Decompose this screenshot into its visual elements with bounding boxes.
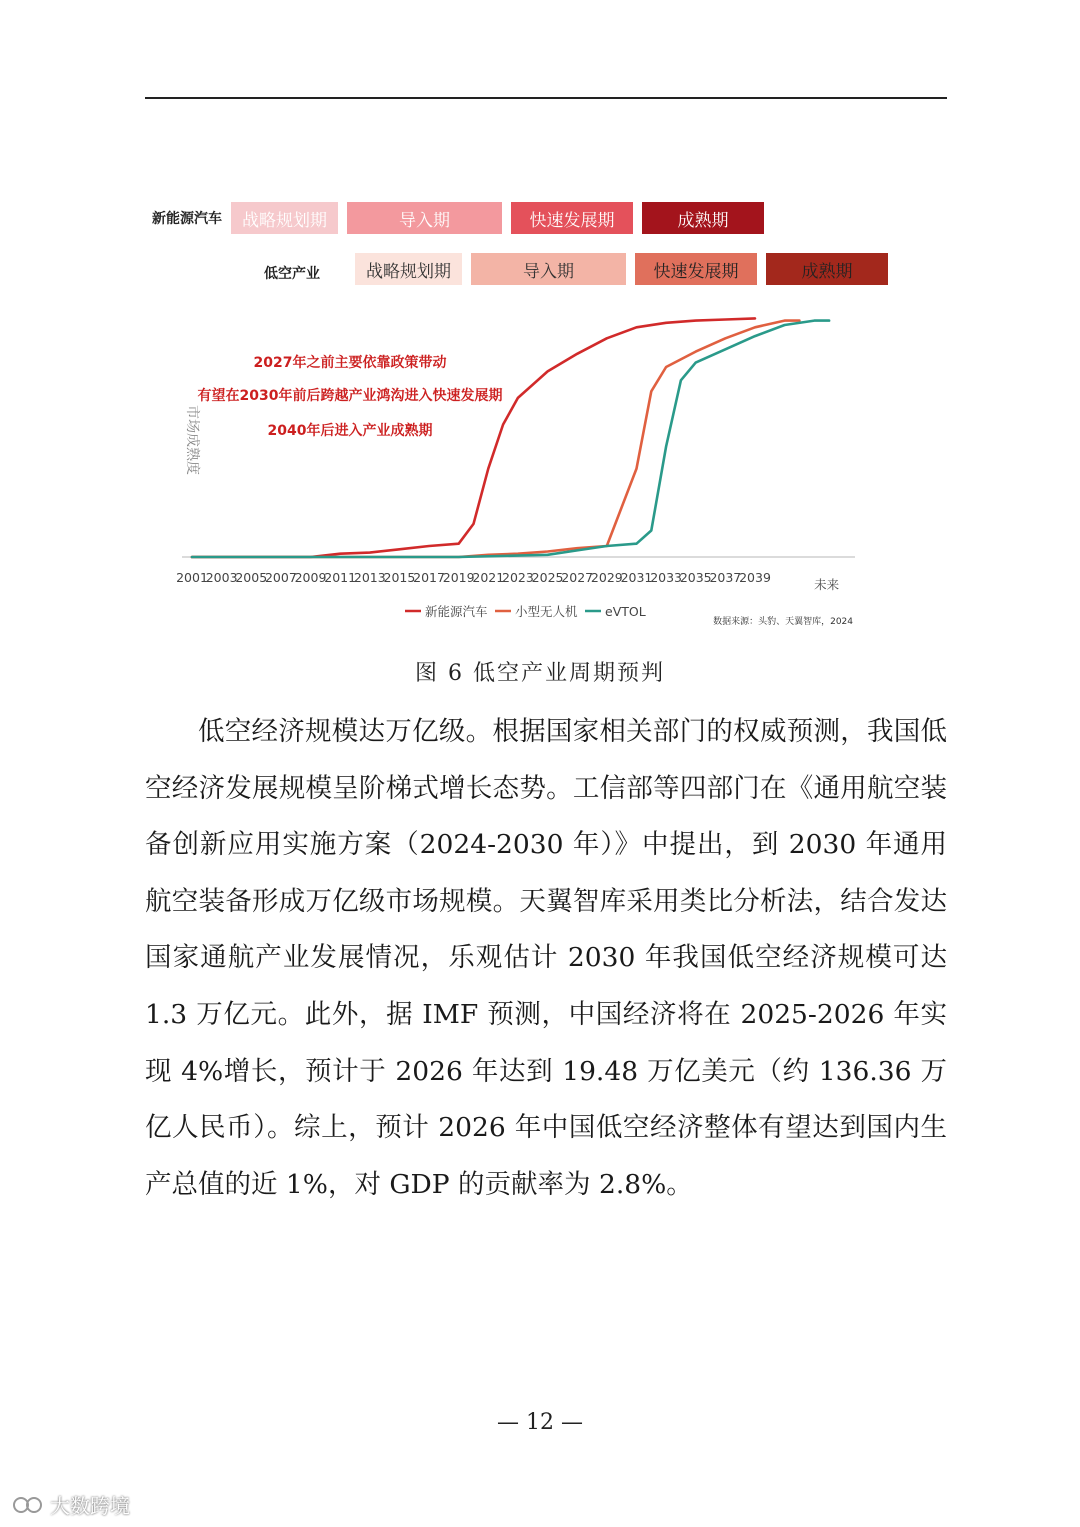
x-tick-label: 2005 xyxy=(235,570,268,585)
annotation-2: 有望在2030年前后跨越产业鸿沟进入快速发展期 xyxy=(197,388,503,404)
phase-nev-strategy: 战略规划期 xyxy=(231,202,338,234)
x-tick-label: 2033 xyxy=(650,570,683,585)
x-tick-label: 2017 xyxy=(413,570,445,585)
x-tick-label: 2025 xyxy=(531,570,564,585)
phase-lowalt-mature: 成熟期 xyxy=(766,253,888,285)
x-tick-label: 2011 xyxy=(324,570,357,585)
x-tick-label: 2031 xyxy=(620,570,653,585)
x-tick-label: 2019 xyxy=(442,570,475,585)
maturity-chart xyxy=(170,300,870,640)
legend-label: 新能源汽车 xyxy=(425,604,488,619)
x-tick-label: 2027 xyxy=(561,570,594,585)
watermark xyxy=(12,1490,130,1519)
phase-nev-intro: 导入期 xyxy=(347,202,502,234)
x-tick-label: 2007 xyxy=(264,570,297,585)
phase-lowalt-growth: 快速发展期 xyxy=(635,253,757,285)
x-tick-label: 2015 xyxy=(383,570,416,585)
watermark-text: 大数跨境 xyxy=(50,1494,130,1518)
x-tick-label: 2001 xyxy=(176,570,208,585)
x-tick-label: 2037 xyxy=(709,570,742,585)
annotation-1: 2027年之前主要依靠政策带动 xyxy=(253,355,447,371)
body-paragraph: 低空经济规模达万亿级。根据国家相关部门的权威预测，我国低空经济发展规模呈阶梯式增长态势。工信部等四部门在《通用航空装备创新应用实施方案（2024-2030 年）》中提出，到 2030 年通用航空装备形成万亿级市场规模。天翼智库采用类比分析法，结合发达国家通航产业发展情况，乐观估计 2030 年我国低空经济规模可达 1.3 万亿元。此外，据 IMF 预测，中国经济将在 2025-2026 年实现 4%增长，预计于 2026 年达到 19.48 万亿美元（约 136.36 万亿人民币）。综上，预计 2026 年中国低空经济整体有望达到国内生产总值的近 1%，对 GDP 的贡献率为 2.8%。 xyxy=(145,716,947,1200)
x-tick-label: 未来 xyxy=(814,577,840,592)
watermark-logo-icon xyxy=(12,1494,44,1516)
y-axis-label: 市场成熟度 xyxy=(184,405,200,475)
phase-nev-growth: 快速发展期 xyxy=(511,202,633,234)
legend-label: 小型无人机 xyxy=(515,604,578,619)
page-number: — 12 — xyxy=(497,1410,583,1435)
legend-label: eVTOL xyxy=(605,604,646,619)
x-tick-label: 2039 xyxy=(739,570,771,585)
x-tick-label: 2003 xyxy=(205,570,238,585)
chart-source: 数据来源：头豹、天翼智库，2024 xyxy=(713,617,853,627)
phase-lowalt-intro: 导入期 xyxy=(471,253,626,285)
x-tick-label: 2013 xyxy=(353,570,386,585)
x-tick-label: 2021 xyxy=(472,570,505,585)
annotation-3: 2040年后进入产业成熟期 xyxy=(267,423,433,439)
header-rule xyxy=(145,97,947,99)
phase-row-label-lowalt: 低空产业 xyxy=(264,266,320,282)
x-tick-label: 2023 xyxy=(502,570,534,585)
figure-caption: 图 6 低空产业周期预判 xyxy=(415,661,665,686)
phase-row-label-nev: 新能源汽车 xyxy=(152,211,222,227)
x-tick-label: 2029 xyxy=(590,570,623,585)
phase-lowalt-strategy: 战略规划期 xyxy=(355,253,462,285)
phase-nev-mature: 成熟期 xyxy=(642,202,764,234)
x-tick-label: 2009 xyxy=(294,570,327,585)
x-tick-label: 2035 xyxy=(679,570,712,585)
